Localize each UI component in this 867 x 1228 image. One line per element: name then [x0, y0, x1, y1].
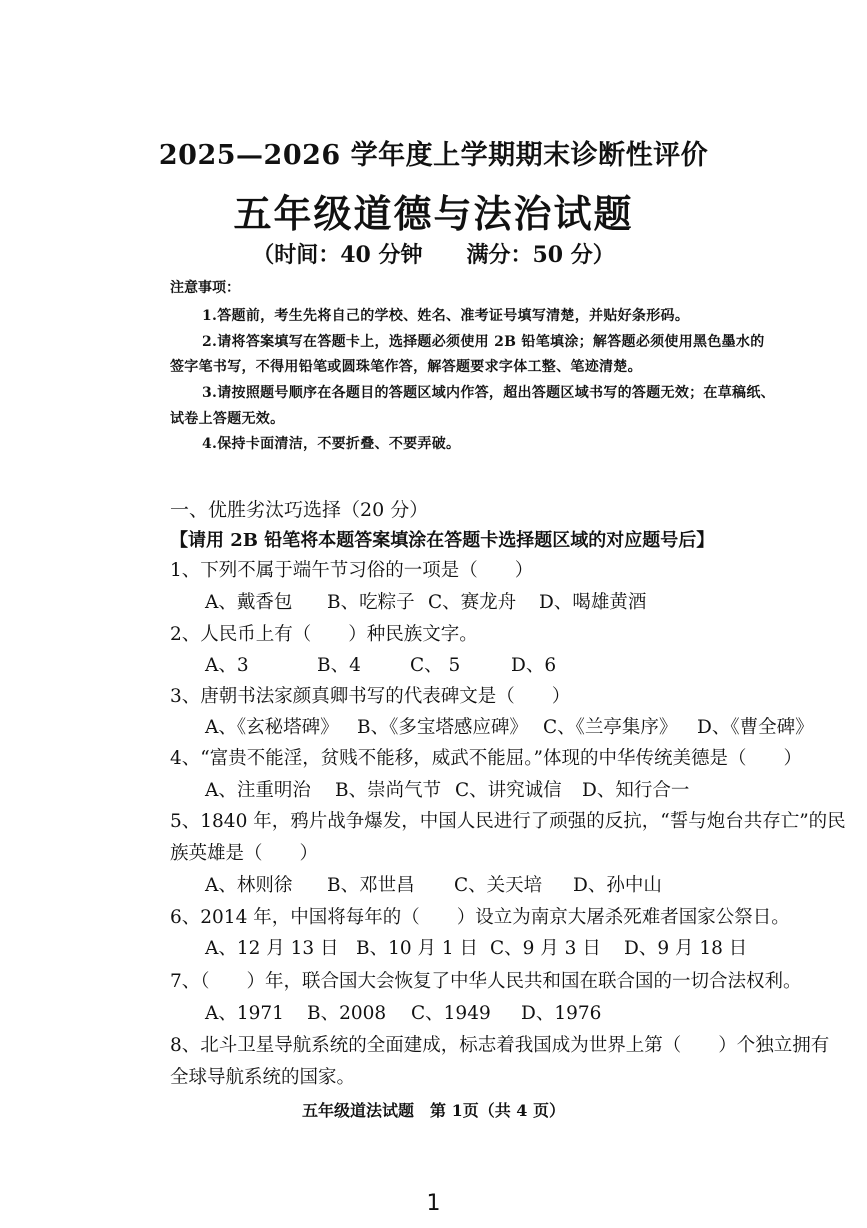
option: D、6 [511, 655, 557, 676]
option: A、1971 [205, 1003, 284, 1024]
option: A、戴香包 [205, 592, 293, 613]
exam-title-line1: 2025—2026 学年度上学期期末诊断性评价 [158, 140, 709, 171]
option: D、喝雄黄酒 [539, 592, 647, 613]
option: C、讲究诚信 [455, 780, 562, 801]
option: B、《多宝塔感应碑》 [357, 717, 528, 738]
notice-heading: 注意事项： [170, 280, 240, 296]
notice-item: 4.保持卡面清洁，不要折叠、不要弄破。 [202, 436, 461, 452]
option: D、1976 [521, 1003, 602, 1024]
option: A、注重明治 [205, 780, 311, 801]
notice-item: 签字笔书写，不得用铅笔或圆珠笔作答，解答题要求字体工整、笔迹清楚。 [170, 359, 642, 375]
option: C、 5 [410, 655, 461, 676]
question-4: 4、“富贵不能淫，贫贱不能移，威武不能屈。”体现的中华传统美德是（ ） [170, 748, 802, 769]
notice-item: 试卷上答题无效。 [170, 411, 285, 427]
option: D、9 月 18 日 [624, 938, 748, 959]
question-5: 5、1840 年，鸦片战争爆发，中国人民进行了顽强的反抗，“誓与炮台共存亡”的民 [170, 811, 846, 832]
option: D、知行合一 [582, 780, 690, 801]
option: C、赛龙舟 [428, 592, 517, 613]
page-footer: 五年级道法试题 第 1页（共 4 页） [302, 1101, 565, 1120]
notice-item: 3.请按照题号顺序在各题目的答题区域内作答，超出答题区域书写的答题无效；在草稿纸、 [202, 385, 775, 401]
exam-title-subject: 五年级道德与法治试题 [233, 191, 634, 236]
notice-item: 1.答题前，考生先将自己的学校、姓名、准考证号填写清楚，并贴好条形码。 [202, 308, 690, 324]
question-1: 1、下列不属于端午节习俗的一项是（ ） [170, 560, 534, 581]
exam-time-info: （时间：40 分钟 满分：50 分） [252, 242, 615, 268]
section-title: 一、优胜劣汰巧选择（20 分） [170, 499, 429, 521]
option: B、吃粽子 [327, 592, 415, 613]
option: B、4 [317, 655, 361, 676]
option: B、2008 [307, 1003, 387, 1024]
question-5-continued: 族英雄是（ ） [170, 843, 319, 864]
option: B、10 月 1 日 [356, 938, 479, 959]
section-instruction: 【请用 2B 铅笔将本题答案填涂在答题卡选择题区域的对应题号后】 [170, 530, 715, 551]
question-2: 2、人民币上有（ ）种民族文字。 [170, 624, 478, 645]
option: D、孙中山 [573, 875, 662, 896]
question-3: 3、唐朝书法家颜真卿书写的代表碑文是（ ） [170, 686, 571, 707]
option: C、《兰亭集序》 [543, 717, 678, 738]
option: B、崇尚气节 [335, 780, 442, 801]
option: C、1949 [411, 1003, 491, 1024]
option: A、12 月 13 日 [205, 938, 339, 959]
option: C、关天培 [454, 875, 543, 896]
question-8-continued: 全球导航系统的国家。 [170, 1067, 356, 1088]
option: A、3 [205, 655, 249, 676]
question-7: 7、（ ）年，联合国大会恢复了中华人民共和国在联合国的一切合法权利。 [170, 971, 802, 992]
option: D、《曹全碑》 [697, 717, 814, 738]
page-number: 1 [426, 1191, 441, 1216]
question-6: 6、2014 年，中国将每年的（ ）设立为南京大屠杀死难者国家公祭日。 [170, 907, 790, 928]
notice-item: 2.请将答案填写在答题卡上，选择题必须使用 2B 铅笔填涂；解答题必须使用黑色墨水的 [202, 334, 765, 350]
option: A、《玄秘塔碑》 [205, 717, 339, 738]
option: C、9 月 3 日 [490, 938, 601, 959]
option: A、林则徐 [205, 875, 293, 896]
question-8: 8、北斗卫星导航系统的全面建成，标志着我国成为世界上第（ ）个独立拥有 [170, 1035, 830, 1056]
option: B、邓世昌 [327, 875, 415, 896]
